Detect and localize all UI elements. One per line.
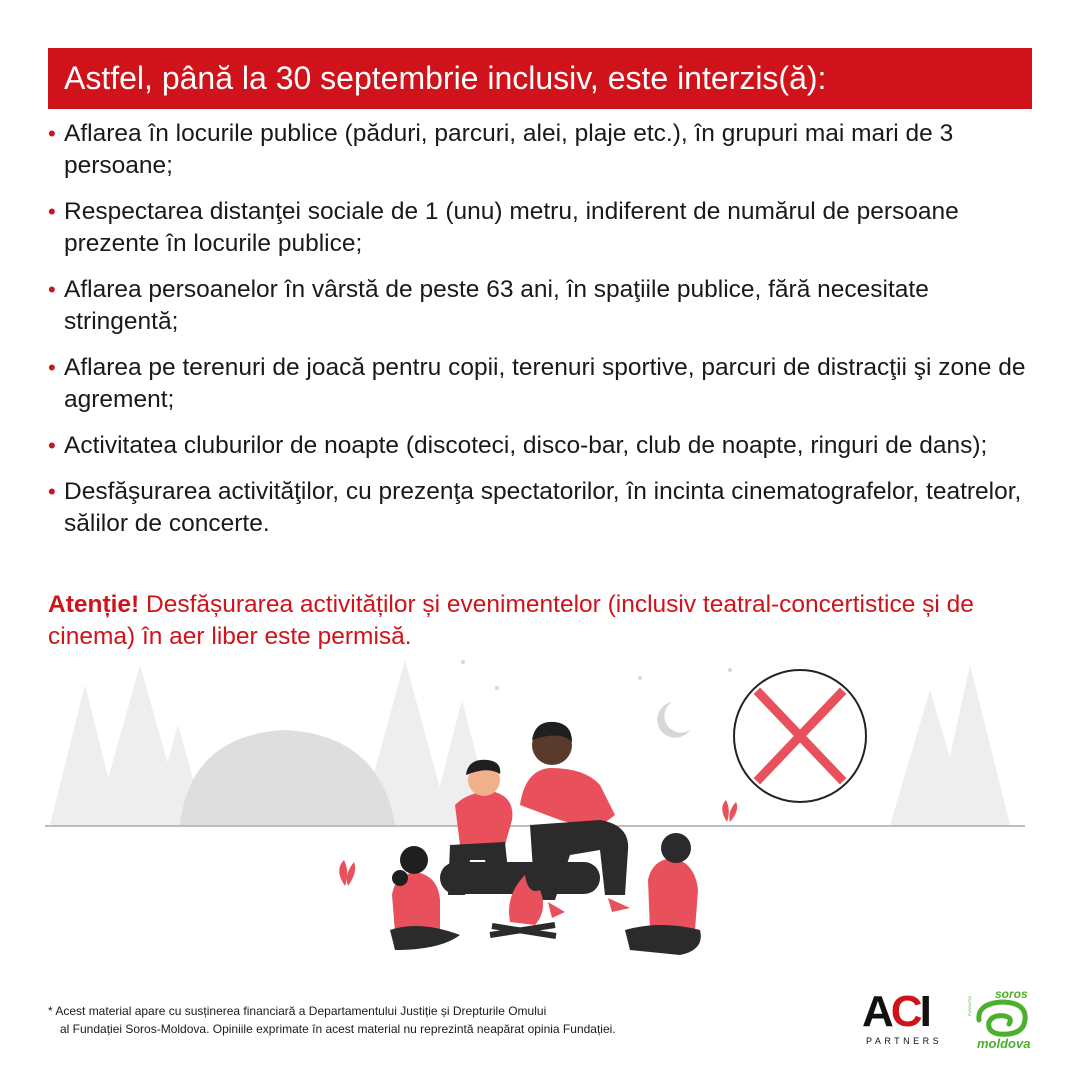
aci-logo-subtitle: PARTNERS [866, 1036, 943, 1046]
stars-icon [461, 660, 732, 690]
list-item-text: Respectarea distanţei sociale de 1 (unu) metru, indiferent de numărul de persoane prezente în locurile publice; [64, 198, 959, 257]
list-item [48, 476, 1048, 540]
list-item-text: Desfăşurarea activităţilor, cu prezenţa spectatorilor, în incinta cinematografelor, teatrelor, sălilor de concerte. [64, 478, 1022, 537]
list-item [48, 118, 1048, 182]
footnote-line: al Fundației Soros-Moldova. Opiniile exprimate în acest material nu reprezintă neapărat opinia Fundației. [60, 1022, 616, 1036]
list-item-text: Aflarea pe terenuri de joacă pentru copii, terenuri sportive, parcuri de distracţii şi zone de agrement; [64, 354, 1026, 413]
aci-logo-letter: C [890, 987, 920, 1036]
attention-label: Atenție! [48, 591, 140, 618]
funding-footnote [48, 1002, 808, 1038]
soros-logo-bottom: moldova [977, 1036, 1031, 1051]
bullet-icon: • [48, 199, 56, 224]
list-item-text: Activitatea cluburilor de noapte (discoteci, disco-bar, club de noapte, ringuri de dans); [64, 432, 988, 459]
aci-logo-mark [862, 987, 942, 1036]
list-item-text: Aflarea persoanelor în vârstă de peste 63 ani, în spaţiile publice, fără necesitate stringentă; [64, 276, 929, 335]
list-item [48, 430, 1048, 462]
bullet-icon: • [48, 277, 56, 302]
x-mark-icon [734, 670, 866, 802]
list-item-text: Aflarea în locurile publice (păduri, parcuri, alei, plaje etc.), în grupuri mai mari de 3 persoane; [64, 120, 954, 179]
soros-logo-swirl [979, 1002, 1025, 1034]
bullet-icon: • [48, 433, 56, 458]
list-item [48, 352, 1048, 416]
aci-logo-letter: A [862, 987, 891, 1036]
aci-logo-letter: I [919, 987, 929, 1036]
soros-logo-side: FUNDAȚIA [967, 996, 972, 1016]
page-title: Astfel, până la 30 septembrie inclusiv, este interzis(ă): [64, 60, 827, 96]
restrictions-list [48, 118, 1048, 554]
header-banner [48, 48, 1032, 109]
child-figure [625, 833, 701, 955]
soros-moldova-logo [965, 986, 1037, 1052]
tent-shape [180, 730, 395, 825]
attention-note [48, 589, 1048, 653]
list-item [48, 196, 1048, 260]
list-item [48, 274, 1048, 338]
bullet-icon: • [48, 479, 56, 504]
campfire-group-illustration [0, 650, 1080, 980]
attention-text: Desfășurarea activităților și evenimentelor (inclusiv teatral-concertistice și de cinema) în aer liber este permisă. [48, 591, 974, 650]
soros-logo-top: soros [995, 987, 1028, 1001]
moon-icon [657, 702, 690, 738]
footnote-line: * Acest material apare cu susținerea financiară a Departamentului Justiție și Drepturile Omului [48, 1004, 547, 1018]
bullet-icon: • [48, 121, 56, 146]
aci-partners-logo [862, 987, 943, 1050]
bullet-icon: • [48, 355, 56, 380]
